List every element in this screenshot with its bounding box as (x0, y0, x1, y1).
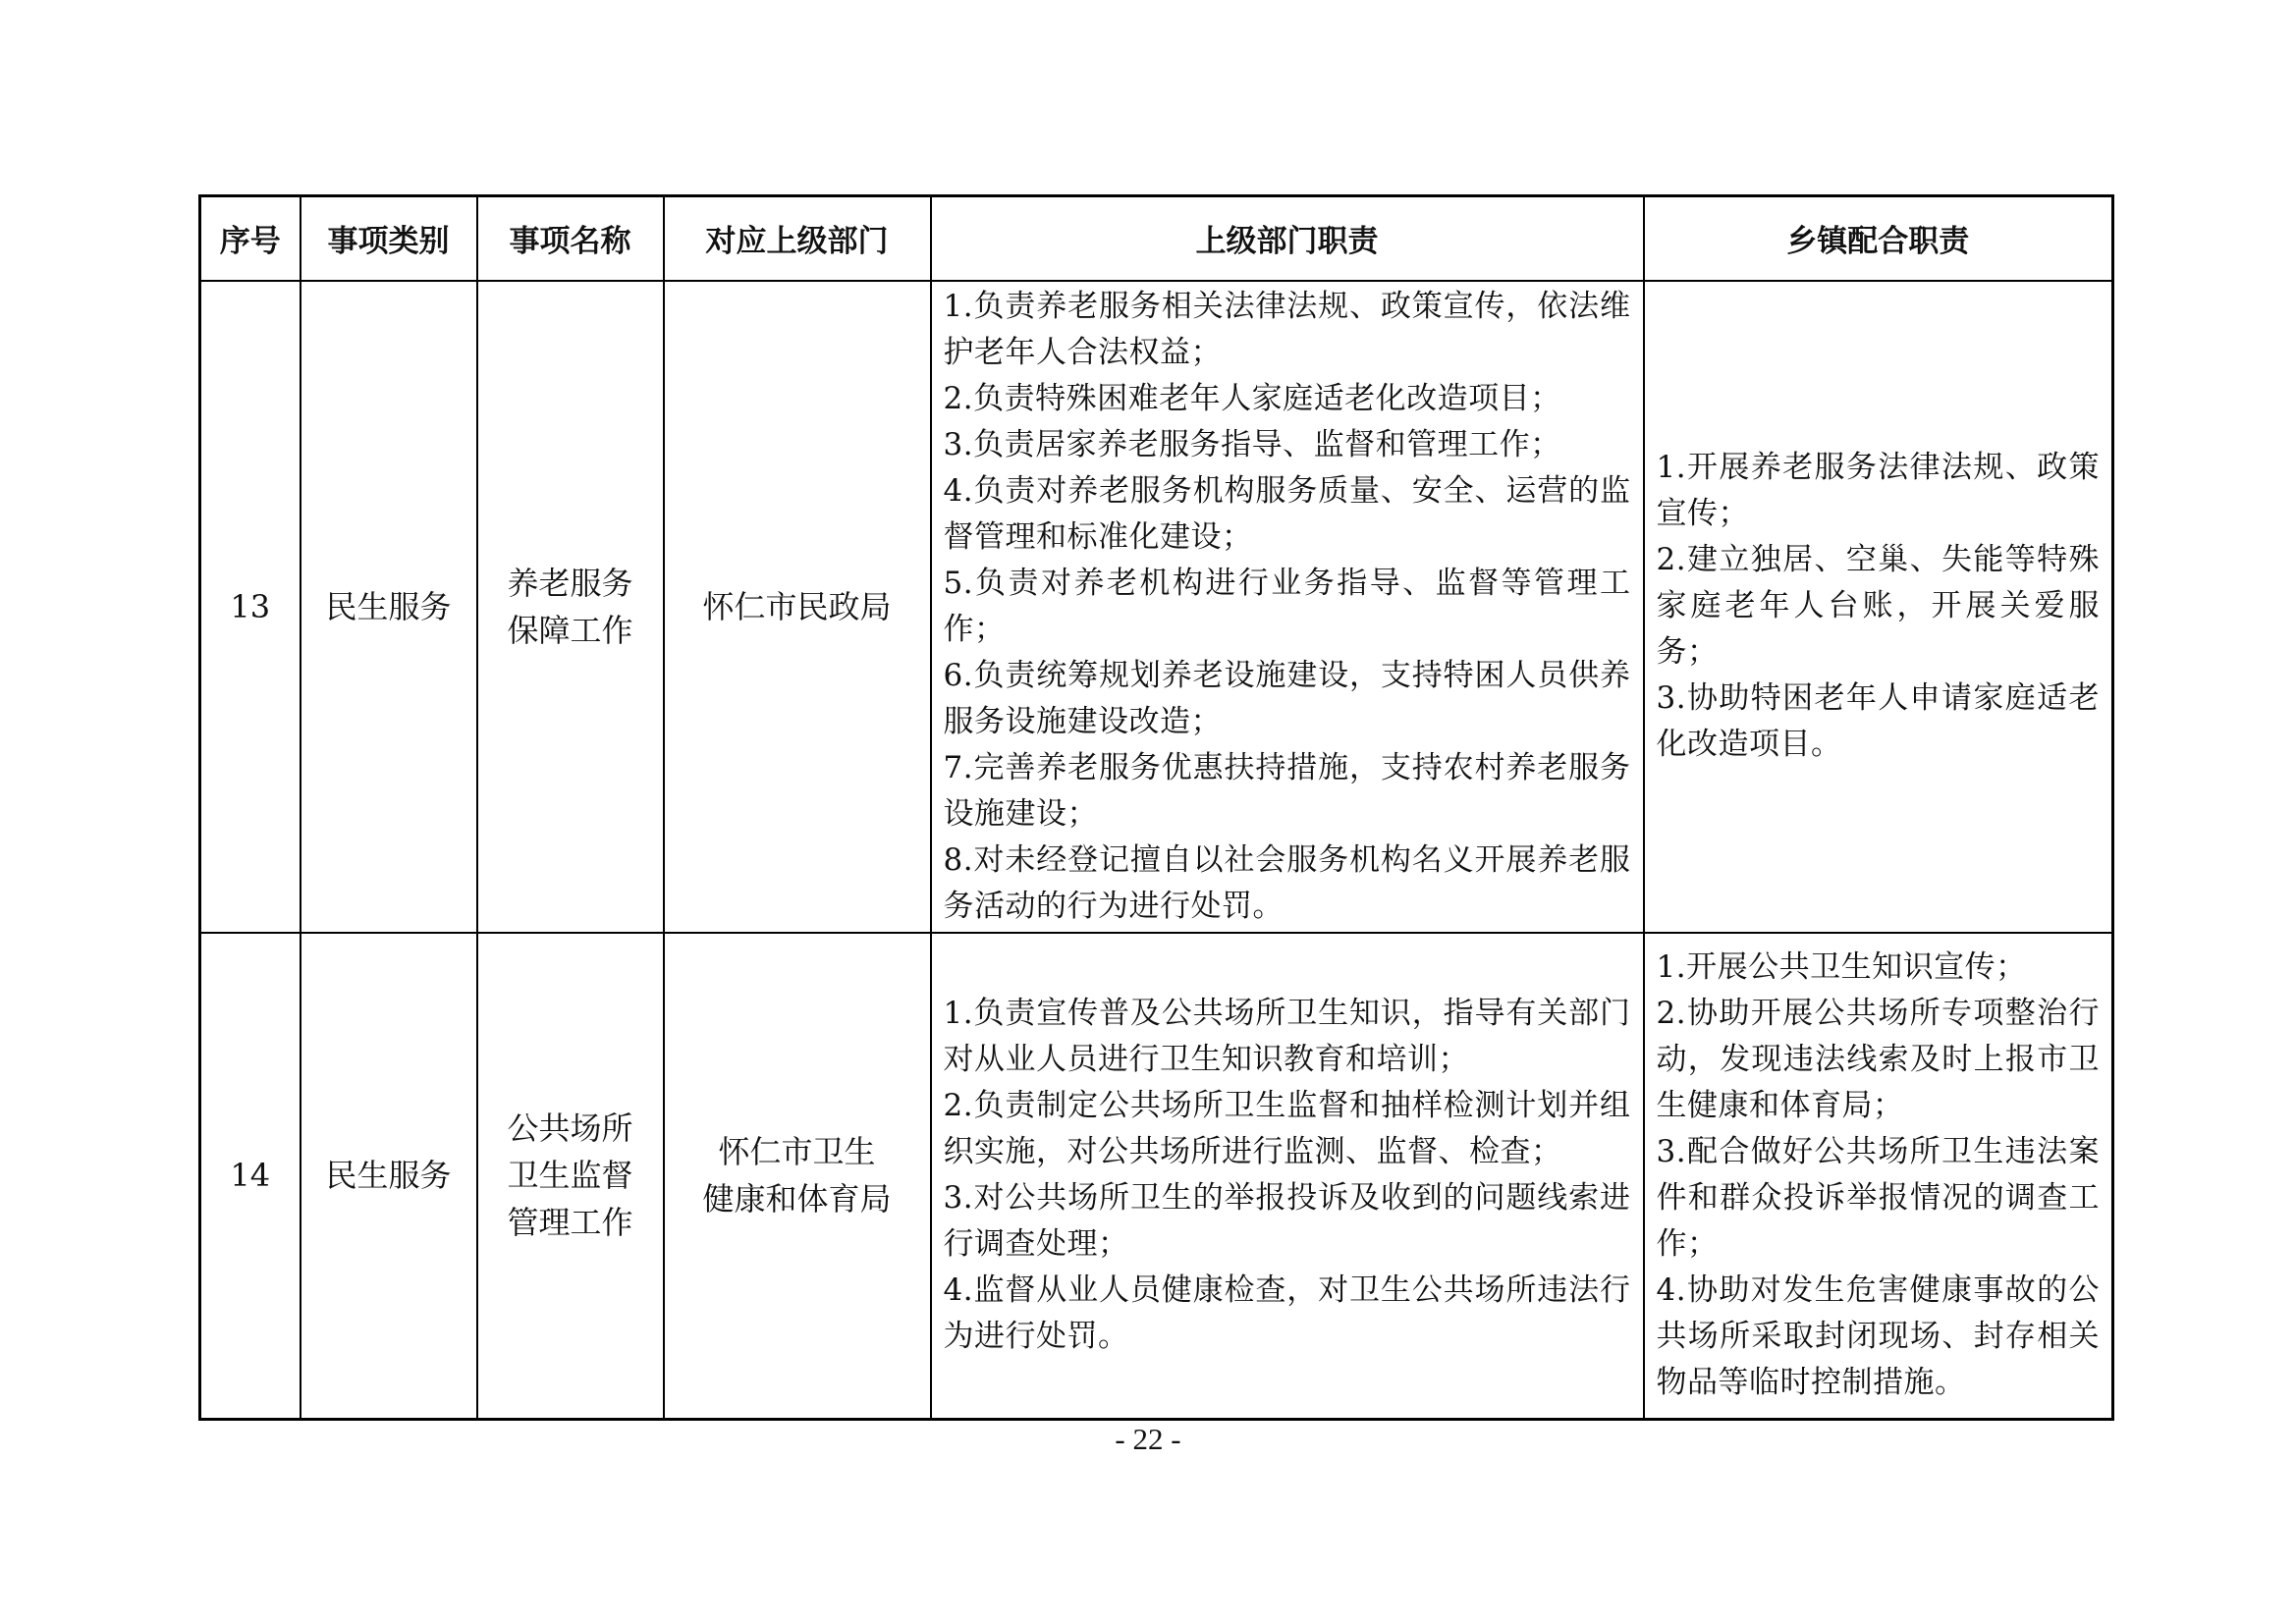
duty-item: 4.监督从业人员健康检查，对卫生公共场所违法行为进行处罚。 (943, 1272, 1631, 1355)
row-township-duties (1644, 933, 2113, 1420)
duty-item: 8.对未经登记擅自以社会服务机构名义开展养老服务活动的行为进行处罚。 (943, 841, 1631, 924)
duty-item: 2.建立独居、空巢、失能等特殊家庭老年人台账，开展关爱服务； (1656, 542, 2100, 670)
item-name-line: 公共场所 (507, 1109, 633, 1148)
header-no: 序号 (200, 196, 301, 281)
header-township-duties: 乡镇配合职责 (1644, 196, 2113, 281)
table-header-row (200, 196, 2113, 281)
header-superior-duties: 上级部门职责 (931, 196, 1644, 281)
row-superior-duties (931, 281, 1644, 933)
duty-item: 1.负责宣传普及公共场所卫生知识，指导有关部门对从业人员进行卫生知识教育和培训； (943, 996, 1631, 1078)
item-name-line: 卫生监督 (507, 1157, 633, 1195)
table-row (200, 933, 2113, 1420)
duty-item: 5.负责对养老机构进行业务指导、监督等管理工作； (943, 565, 1631, 647)
row-township-duties (1644, 281, 2113, 933)
duty-item: 7.完善养老服务优惠扶持措施，支持农村养老服务设施建设； (943, 749, 1631, 832)
item-name-line: 养老服务 (507, 564, 633, 602)
row-category: 民生服务 (301, 933, 477, 1420)
duty-item: 4.负责对养老服务机构服务质量、安全、运营的监督管理和标准化建设； (943, 472, 1631, 555)
department-line: 怀仁市民政局 (702, 587, 892, 625)
duty-item: 2.负责制定公共场所卫生监督和抽样检测计划并组织实施，对公共场所进行监测、监督、检查； (943, 1088, 1631, 1170)
duty-item: 1.开展公共卫生知识宣传； (1656, 949, 2027, 986)
duty-item: 1.开展养老服务法律法规、政策宣传； (1656, 450, 2100, 531)
duty-table (198, 194, 2114, 1421)
table-row (200, 281, 2113, 933)
row-superior-duties (931, 933, 1644, 1420)
duty-item: 2.负责特殊困难老年人家庭适老化改造项目； (943, 380, 1561, 416)
row-item-name (477, 281, 664, 933)
duty-item: 6.负责统筹规划养老设施建设，支持特困人员供养服务设施建设改造； (943, 657, 1631, 739)
row-no: 14 (200, 933, 301, 1420)
row-no: 13 (200, 281, 301, 933)
duty-item: 2.协助开展公共场所专项整治行动，发现违法线索及时上报市卫生健康和体育局； (1656, 996, 2100, 1124)
duty-item: 4.协助对发生危害健康事故的公共场所采取封闭现场、封存相关物品等临时控制措施。 (1656, 1272, 2100, 1401)
item-name-line: 保障工作 (507, 611, 633, 649)
row-department (664, 281, 931, 933)
row-category: 民生服务 (301, 281, 477, 933)
department-line: 怀仁市卫生 (718, 1133, 876, 1171)
duty-item: 3.对公共场所卫生的举报投诉及收到的问题线索进行调查处理； (943, 1180, 1631, 1263)
duty-item: 3.协助特困老年人申请家庭适老化改造项目。 (1656, 680, 2100, 762)
row-department (664, 933, 931, 1420)
duty-item: 3.配合做好公共场所卫生违法案件和群众投诉举报情况的调查工作； (1656, 1134, 2100, 1263)
duty-item: 3.负责居家养老服务指导、监督和管理工作； (943, 426, 1561, 462)
page-number: - 22 - (1115, 1422, 1181, 1456)
department-line: 健康和体育局 (702, 1180, 892, 1218)
row-item-name (477, 933, 664, 1420)
header-category: 事项类别 (301, 196, 477, 281)
header-superior-department: 对应上级部门 (664, 196, 931, 281)
duty-item: 1.负责养老服务相关法律法规、政策宣传，依法维护老年人合法权益； (943, 288, 1631, 370)
header-item-name: 事项名称 (477, 196, 664, 281)
item-name-line: 管理工作 (507, 1204, 633, 1242)
